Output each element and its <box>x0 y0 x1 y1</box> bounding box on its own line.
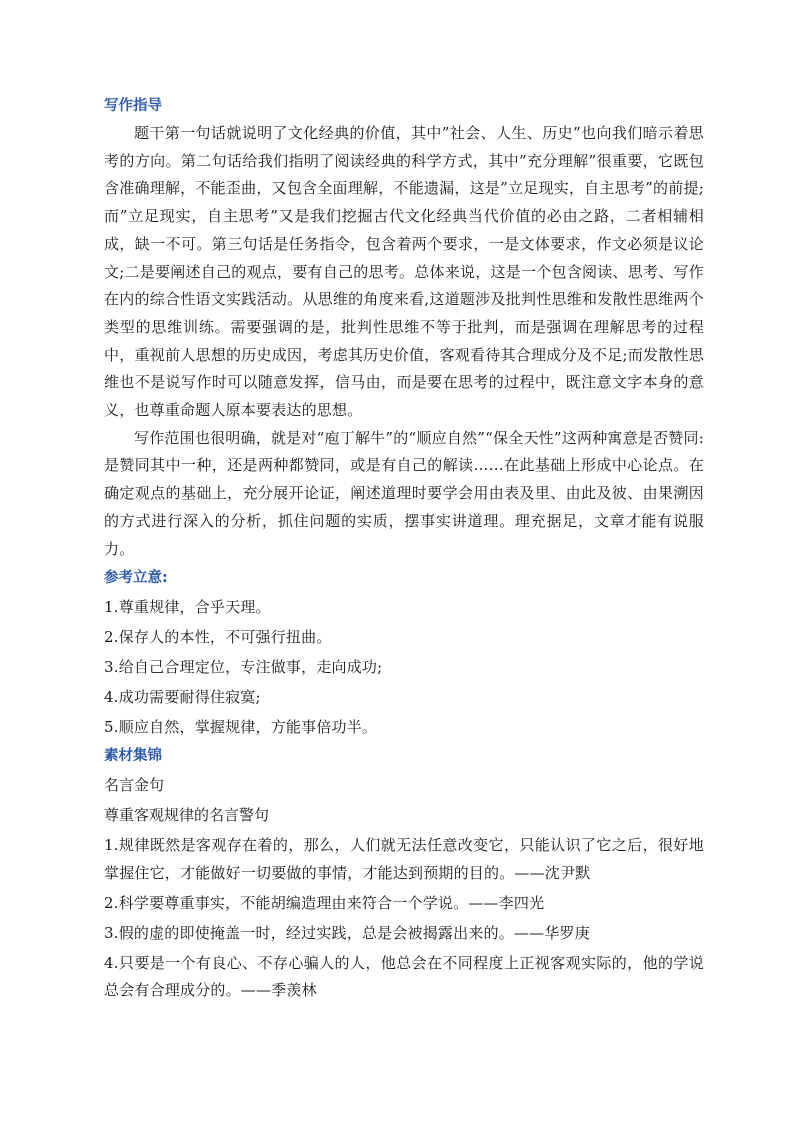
materials-heading: 素材集锦 <box>104 748 162 765</box>
quote-item-3: 3.假的虚的即使掩盖一时，经过实践，总是会被揭露出来的。——华罗庚 <box>104 923 590 942</box>
quote-item-4: 4.只要是一个有良心、不存心骗人的人，他总会在不同程度上正视客观实际的，他的学说总会有合理成分的。——季羡林 <box>104 953 704 1000</box>
guide-paragraph-2: 写作范围也很明确，就是对“庖丁解牛”的“顺应自然”“保全天性”这两种寓意是否赞同: 是赞同其中一种，还是两种都赞同，或是有自己的解读……在此基础上形成中心论点。在确定观点的基础上，充分展开论证，阐述道理时要学会用由表及里、由此及彼、由果溯因的方式进行深入的分析，抓住问题的实质，摆事实讲道理。理充据足，文章才能有说服力。 <box>104 428 704 558</box>
materials-section-title: 名言金句 <box>104 776 165 795</box>
writing-guide-heading: 写作指导 <box>104 98 162 114</box>
idea-item-2: 2.保存人的本性，不可强行扭曲。 <box>104 628 332 647</box>
guide-paragraph-1: 题干第一句话就说明了文化经典的价值，其中”社会、人生、历史”也向我们暗示着思考的方向。第二句话给我们指明了阅读经典的科学方式，其中”充分理解”很重要，它既包含准确理解，不能歪曲，又包含全面理解，不能遗漏，这是”立足现实，自主思考”的前提;而”立足现实，自主思考”又是我们挖掘古代文化经典当代价值的必由之路，二者相辅相成，缺一不可。第三句话是任务指令，包含着两个要求，一是文体要求，作文必须是议论文;二是要阐述自己的观点，要有自己的思考。总体来说，这是一个包含阅读、思考、写作在内的综合性语文实践活动。从思维的角度来看,这道题涉及批判性思维和发散性思维两个类型的思维训练。需要强调的是，批判性思维不等于批判，而是强调在理解思考的过程中，重视前人思想的历史成因，考虑其历史价值，客观看待其合理成分及不足;而发散性思维也不是说写作时可以随意发挥，信马由，而是要在思考的过程中，既注意文字本身的意义，也尊重命题人原本要表达的思想。 <box>104 124 704 420</box>
materials-subsection-title: 尊重客观规律的名言警句 <box>104 806 270 825</box>
idea-item-3: 3.给自己合理定位，专注做事，走向成功; <box>104 658 383 677</box>
idea-item-1: 1.尊重规律，合乎天理。 <box>104 598 271 617</box>
idea-item-4: 4.成功需要耐得住寂寞; <box>104 688 261 707</box>
reference-ideas-heading: 参考立意: <box>104 570 168 587</box>
quote-item-1: 1.规律既然是客观存在着的，那么，人们就无法任意改变它，只能认识了它之后，很好地掌握住它，才能做好一切要做的事情，才能达到预期的目的。——沈尹默 <box>104 836 704 882</box>
document-page <box>104 93 704 1005</box>
idea-item-5: 5.顺应自然，掌握规律，方能事倍功半。 <box>104 718 378 737</box>
quote-item-2: 2.科学要尊重事实，不能胡编造理由来符合一个学说。——李四光 <box>104 893 545 912</box>
